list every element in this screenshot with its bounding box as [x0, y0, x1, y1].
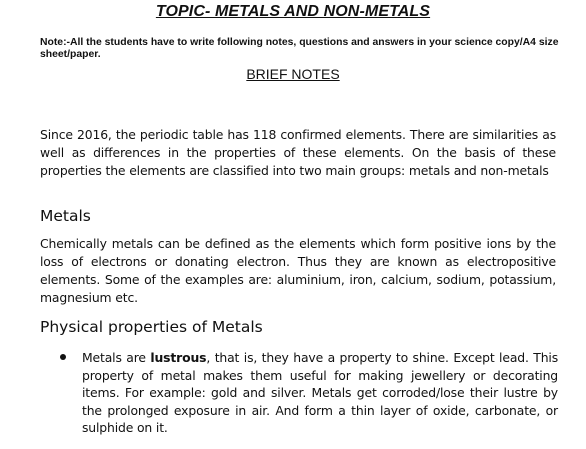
bullet-text-after: , that is, they have a property to shine. Except lead. This property of metal makes them useful for making jewellery or decorating items. For example: gold and silver. Metals get corroded/lose their lustre by the prolonged exposure in air. And form a thin layer of oxide, carbonate, or sulphide on it.: [82, 350, 558, 435]
intro-paragraph: Since 2016, the periodic table has 118 confirmed elements. There are similarities as well as differences in the properties of these elements. On the basis of these properties the elements are classified into two main groups: metals and non-metals: [40, 127, 556, 178]
metals-paragraph: Chemically metals can be defined as the elements which form positive ions by the loss of electrons or donating electron. Thus they are known as electropositive elements. Some of the examples are: aluminium, iron, calcium, sodium, potassium, magnesium etc.: [40, 236, 556, 305]
brief-notes-heading: BRIEF NOTES: [246, 66, 340, 82]
metals-heading: Metals: [40, 207, 91, 225]
bullet-text-emphasis: lustrous: [150, 350, 207, 365]
bullet-text-before: Metals are: [82, 350, 151, 365]
bullet-dot-icon: [60, 354, 66, 360]
physical-properties-heading: Physical properties of Metals: [40, 318, 263, 336]
topic-title: TOPIC- METALS AND NON-METALS: [155, 3, 431, 20]
instruction-note: Note:-All the students have to write following notes, questions and answers in your science copy/A4 size sheet/paper.: [40, 37, 559, 60]
bullet-text: [82, 349, 558, 437]
